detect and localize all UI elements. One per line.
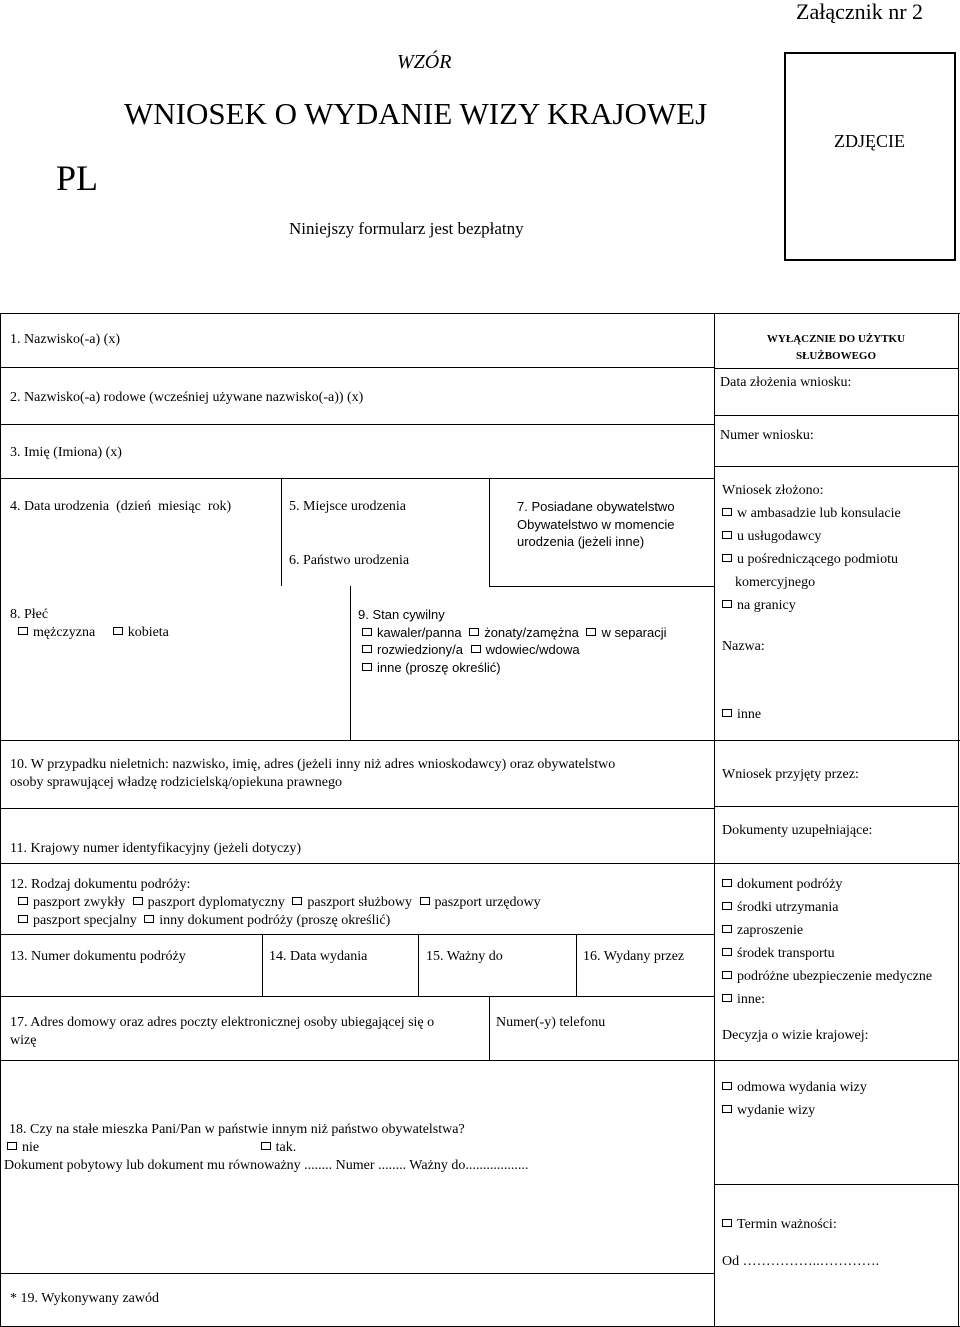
residence-document-line[interactable]: Dokument pobytowy lub dokument mu równoważny ........ Numer ........ Ważny do.................. [4, 1158, 529, 1173]
civil-divorced-option[interactable] [362, 642, 463, 657]
office-doc-means [722, 896, 932, 919]
residence-yes-label: tak. [275, 1140, 297, 1155]
field-phone[interactable]: Numer(-y) telefonu [496, 1015, 606, 1030]
doc-service-option[interactable] [292, 895, 412, 910]
office-application-date: Data złożenia wniosku: [720, 375, 852, 390]
checkbox-icon[interactable] [144, 915, 154, 923]
office-border-option [722, 594, 901, 617]
office-supporting-docs-list [722, 873, 932, 1011]
office-doc-transport [722, 942, 932, 965]
field-issued-by[interactable]: 16. Wydany przez [583, 949, 685, 964]
office-embassy-option [722, 502, 901, 525]
checkbox-icon [722, 879, 732, 887]
home-address-label-cont: wizę [10, 1033, 37, 1048]
home-address-label: 17. Adres domowy oraz adres poczty elektronicznej osoby ubiegającej się o [10, 1015, 435, 1030]
residence-question: 18. Czy na stałe mieszka Pani/Pan w państwie innym niż państwo obywatelstwa? [9, 1122, 465, 1137]
office-doc-other [722, 988, 932, 1011]
checkbox-icon[interactable] [292, 897, 302, 905]
photo-label: ZDJĘCIE [834, 131, 905, 151]
office-intermediary-label-cont: komercyjnego [735, 575, 816, 590]
field-country-of-birth[interactable]: 6. Państwo urodzenia [289, 553, 410, 568]
field-guardian[interactable] [10, 756, 615, 792]
doc-diplomatic-label: paszport dyplomatyczny [147, 895, 285, 910]
office-issued-option [722, 1099, 867, 1122]
residence-no-option[interactable] [7, 1140, 39, 1155]
photo-box [784, 52, 956, 261]
checkbox-icon [722, 531, 732, 539]
office-application-number: Numer wniosku: [720, 428, 814, 443]
field-residence [4, 1121, 529, 1175]
sex-female-option[interactable] [113, 625, 169, 640]
office-decision-options [722, 1076, 867, 1122]
checkbox-icon [722, 508, 732, 516]
office-valid-from: Od ……………..…………. [722, 1254, 880, 1269]
checkbox-icon [722, 600, 732, 608]
attachment-label: Załącznik nr 2 [796, 0, 924, 24]
civil-other-label: inne (proszę określić) [377, 659, 501, 675]
civil-widowed-label: wdowiec/wdowa [485, 642, 580, 657]
doc-other-option[interactable] [144, 913, 390, 928]
office-intermediary-option [722, 548, 901, 571]
office-supporting-docs: Dokumenty uzupełniające: [722, 823, 873, 838]
office-provider-option [722, 525, 901, 548]
civil-married-option[interactable] [469, 625, 579, 640]
doc-other-label: inny dokument podróży (proszę określić) [159, 913, 391, 928]
office-doc-transport-label: środek transportu [737, 946, 835, 961]
office-doc-other-label: inne: [737, 992, 765, 1007]
nationality-at-birth-note: urodzenia (jeżeli inne) [517, 534, 645, 549]
civil-married-label: żonaty/zamężna [484, 624, 579, 640]
office-doc-invitation [722, 919, 932, 942]
checkbox-icon[interactable] [362, 663, 372, 671]
nationality-at-birth-label: Obywatelstwo w momencie [517, 516, 675, 532]
office-provider-label: u usługodawcy [737, 529, 822, 544]
checkbox-icon[interactable] [18, 915, 28, 923]
guardian-label-cont: osoby sprawującej władzę rodzicielską/opiekuna prawnego [10, 775, 342, 790]
office-name: Nazwa: [722, 639, 765, 654]
field-occupation[interactable]: * 19. Wykonywany zawód [10, 1291, 159, 1306]
checkbox-icon[interactable] [362, 628, 372, 636]
office-refused-option [722, 1076, 867, 1099]
checkbox-icon[interactable] [113, 627, 123, 635]
doc-diplomatic-option[interactable] [133, 895, 285, 910]
office-embassy-label: w ambasadzie lub konsulacie [737, 506, 901, 521]
doc-special-label: paszport specjalny [33, 913, 137, 928]
field-birth-surname[interactable]: 2. Nazwisko(-a) rodowe (wcześniej używane nazwisko(-a)) (x) [10, 390, 364, 405]
doc-official-option[interactable] [420, 895, 541, 910]
checkbox-icon[interactable] [469, 628, 479, 636]
checkbox-icon [722, 948, 732, 956]
checkbox-icon[interactable] [420, 897, 430, 905]
office-validity-label: Termin ważności: [737, 1217, 837, 1232]
checkbox-icon [722, 554, 732, 562]
office-use-heading [716, 331, 956, 365]
field-nationality[interactable] [497, 498, 707, 551]
field-sex-label: 8. Płeć [10, 607, 49, 622]
checkbox-icon[interactable] [7, 1142, 17, 1150]
nationality-label: 7. Posiadane obywatelstwo [517, 499, 675, 514]
office-issued-label: wydanie wizy [737, 1103, 816, 1118]
form-title: WNIOSEK O WYDANIE WIZY KRAJOWEJ [124, 96, 708, 131]
checkbox-icon[interactable] [586, 628, 596, 636]
doc-official-label: paszport urzędowy [434, 895, 541, 910]
civil-widowed-option[interactable] [471, 642, 580, 657]
field-travel-document-type [10, 876, 541, 930]
office-doc-means-label: środki utrzymania [737, 900, 839, 915]
guardian-label: 10. W przypadku nieletnich: nazwisko, imię, adres (jeżeli inny niż adres wnioskodawcy) oraz obywatelstwo [10, 757, 616, 772]
civil-separated-label: w separacji [601, 624, 667, 640]
office-other-label: inne [737, 707, 762, 722]
country-code: PL [56, 158, 99, 198]
field-surname[interactable]: 1. Nazwisko(-a) (x) [10, 332, 121, 347]
office-use-heading-line2: SŁUŻBOWEGO [795, 350, 877, 362]
checkbox-icon [722, 1219, 732, 1227]
office-refused-label: odmowa wydania wizy [737, 1080, 867, 1095]
office-doc-insurance [722, 965, 932, 988]
doc-service-label: paszport służbowy [307, 895, 412, 910]
civil-single-label: kawaler/panna [377, 624, 462, 640]
checkbox-icon [722, 994, 732, 1002]
checkbox-icon [722, 709, 732, 717]
checkbox-icon[interactable] [471, 645, 481, 653]
civil-status-label: 9. Stan cywilny [358, 607, 445, 622]
civil-separated-option[interactable] [586, 625, 666, 640]
sex-options [18, 624, 169, 642]
checkbox-icon [722, 1082, 732, 1090]
civil-other-option[interactable] [362, 660, 501, 675]
field-home-address[interactable] [10, 1014, 485, 1050]
sex-male-option[interactable] [18, 625, 95, 640]
travel-document-type-label: 12. Rodzaj dokumentu podróży: [10, 877, 191, 892]
checkbox-icon [722, 925, 732, 933]
checkbox-icon[interactable] [362, 645, 372, 653]
field-first-names[interactable]: 3. Imię (Imiona) (x) [10, 445, 122, 460]
civil-divorced-label: rozwiedziony/a [377, 642, 463, 657]
checkbox-icon[interactable] [18, 897, 28, 905]
doc-ordinary-label: paszport zwykły [33, 895, 126, 910]
checkbox-icon[interactable] [261, 1142, 271, 1150]
checkbox-icon[interactable] [133, 897, 143, 905]
field-national-id[interactable]: 11. Krajowy numer identyfikacyjny (jeżeli dotyczy) [10, 841, 302, 856]
civil-single-option[interactable] [362, 625, 462, 640]
sex-male-label: mężczyzna [33, 625, 96, 640]
office-doc-travel-label: dokument podróży [737, 877, 843, 892]
field-issue-date[interactable]: 14. Data wydania [269, 949, 368, 964]
doc-ordinary-option[interactable] [18, 895, 125, 910]
residence-no-label: nie [22, 1140, 40, 1155]
office-doc-travel [722, 873, 932, 896]
field-date-of-birth[interactable]: 4. Data urodzenia (dzień miesiąc rok) [10, 499, 232, 514]
office-other-option [722, 706, 761, 724]
office-border-label: na granicy [737, 598, 796, 613]
wzor-label: WZÓR [397, 51, 452, 73]
office-decision: Decyzja o wizie krajowej: [722, 1028, 869, 1043]
office-use-heading-line1: WYŁĄCZNIE DO UŻYTKU [766, 333, 906, 345]
office-accepted-by: Wniosek przyjęty przez: [722, 767, 859, 782]
field-place-of-birth[interactable]: 5. Miejsce urodzenia [289, 499, 407, 514]
field-valid-until[interactable]: 15. Ważny do [426, 949, 503, 964]
office-submitted-label: Wniosek złożono: [722, 483, 824, 498]
checkbox-icon[interactable] [18, 627, 28, 635]
office-doc-invitation-label: zaproszenie [737, 923, 804, 938]
checkbox-icon [722, 971, 732, 979]
field-civil-status [358, 606, 667, 676]
checkbox-icon [722, 902, 732, 910]
office-intermediary-label: u pośredniczącego podmiotu [737, 552, 898, 567]
checkbox-icon [722, 1105, 732, 1113]
office-submitted-at [722, 479, 901, 617]
office-validity-option [722, 1216, 837, 1234]
free-of-charge-note: Niniejszy formularz jest bezpłatny [289, 219, 524, 238]
field-travel-document-number[interactable]: 13. Numer dokumentu podróży [10, 949, 186, 964]
office-doc-insurance-label: podróżne ubezpieczenie medyczne [737, 969, 933, 984]
doc-special-option[interactable] [18, 913, 137, 928]
sex-female-label: kobieta [127, 625, 169, 640]
residence-yes-option[interactable] [261, 1140, 297, 1155]
